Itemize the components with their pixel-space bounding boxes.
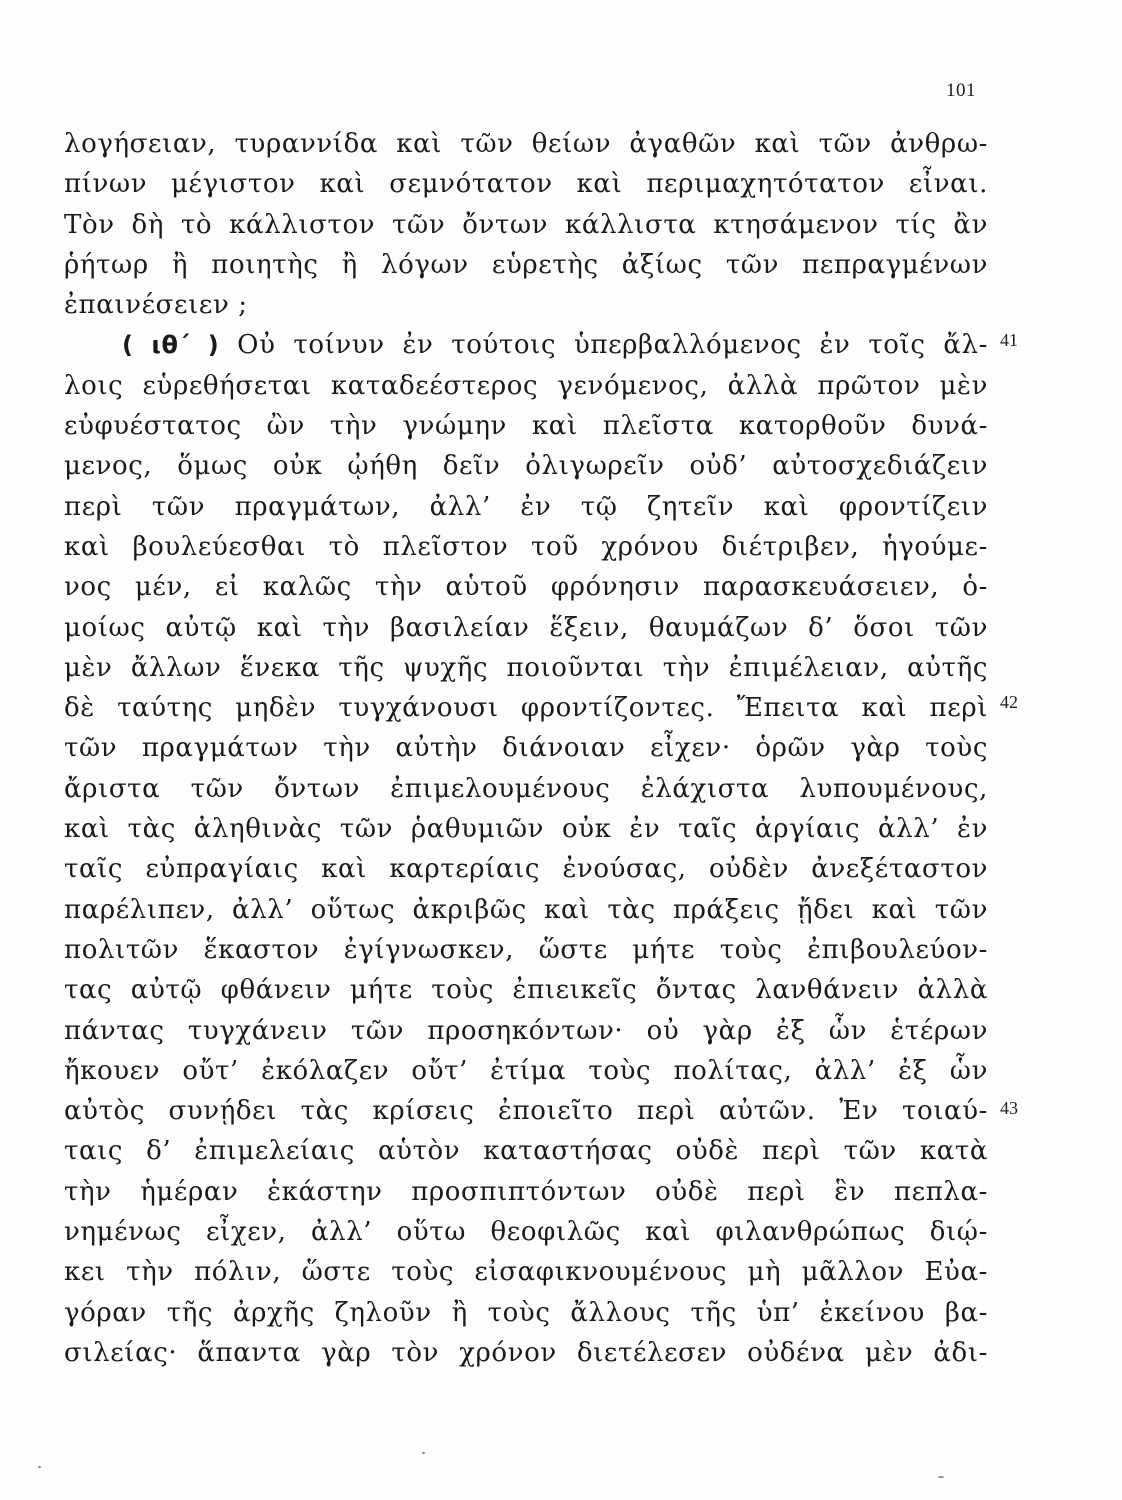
text-line: μοίως αὐτῷ καὶ τὴν βασιλείαν ἕξειν, θαυμάζων δ’ ὅσοι τῶν	[64, 612, 988, 643]
print-speck	[38, 1466, 41, 1468]
text-line: νος μέν, εἰ καλῶς τὴν αὑτοῦ φρόνησιν παρασκευάσειεν, ὁ-	[64, 572, 988, 603]
body-text	[64, 124, 988, 1373]
text-line: ἄριστα τῶν ὄντων ἐπιμελουμένους ἐλάχιστα λυπουμένους,	[64, 773, 988, 804]
print-speck	[938, 1476, 944, 1478]
text-line: δὲ ταύτης μηδὲν τυγχάνουσι φροντίζοντες. Ἔπειτα καὶ περὶ	[64, 693, 988, 724]
margin-section-number: 43	[1000, 1098, 1018, 1118]
text-line: μὲν ἄλλων ἕνεκα τῆς ψυχῆς ποιοῦνται τὴν ἐπιμέλειαν, αὐτῆς	[64, 652, 988, 683]
text-line: ῥήτωρ ἢ ποιητὴς ἢ λόγων εὑρετὴς ἀξίως τῶν πεπραγμένων	[64, 249, 988, 280]
text-line: παρέλιπεν, ἀλλ’ οὕτως ἀκριβῶς καὶ τὰς πράξεις ᾔδει καὶ τῶν	[64, 894, 988, 925]
text-line: πολιτῶν ἕκαστον ἐγίγνωσκεν, ὥστε μήτε τοὺς ἐπιβουλεύον-	[64, 934, 988, 965]
page-number: 101	[946, 80, 976, 101]
text-line: πίνων μέγιστον καὶ σεμνότατον καὶ περιμαχητότατον εἶναι.	[64, 169, 988, 200]
print-speck	[422, 1452, 425, 1454]
text-line: ταις δ’ ἐπιμελείαις αὑτὸν καταστήσας οὐδὲ περὶ τῶν κατὰ	[64, 1136, 988, 1167]
text-line: καὶ βουλεύεσθαι τὸ πλεῖστον τοῦ χρόνου διέτριβεν, ἡγούμε-	[64, 531, 988, 562]
margin-section-number: 41	[1000, 330, 1018, 350]
text-line: πάντας τυγχάνειν τῶν προσηκόντων· οὐ γὰρ ἐξ ὧν ἑτέρων	[64, 1015, 988, 1046]
text-line: ἐπαινέσειεν ;	[64, 290, 248, 321]
text-line: τας αὐτῷ φθάνειν μήτε τοὺς ἐπιεικεῖς ὄντας λανθάνειν ἀλλὰ	[64, 975, 988, 1006]
text-line: γόραν τῆς ἀρχῆς ζηλοῦν ἢ τοὺς ἄλλους τῆς ὑπ’ ἐκείνου βα-	[64, 1297, 988, 1328]
text-line: ἤκουεν οὔτ’ ἐκόλαζεν οὔτ’ ἐτίμα τοὺς πολίτας, ἀλλ’ ἐξ ὧν	[64, 1055, 988, 1086]
text-line: εὐφυέστατος ὢν τὴν γνώμην καὶ πλεῖστα κατορθοῦν δυνά-	[64, 411, 988, 442]
text-line: κει τὴν πόλιν, ὥστε τοὺς εἰσαφικνουμένους μὴ μᾶλλον Εὐα-	[64, 1257, 988, 1288]
text-line: νημένως εἶχεν, ἀλλ’ οὕτω θεοφιλῶς καὶ φιλανθρώπως διῴ-	[64, 1217, 988, 1248]
text-line: περὶ τῶν πραγμάτων, ἀλλ’ ἐν τῷ ζητεῖν καὶ φροντίζειν	[64, 491, 988, 522]
text-line: αὐτὸς συνῄδει τὰς κρίσεις ἐποιεῖτο περὶ αὐτῶν. Ἐν τοιαύ-	[64, 1096, 988, 1127]
section-start-line	[64, 325, 988, 365]
text-line: Οὐ τοίνυν ἐν τούτοις ὑπερβαλλόμενος ἐν τοῖς ἄλ-	[237, 330, 988, 361]
text-line: σιλείας· ἅπαντα γὰρ τὸν χρόνον διετέλεσεν οὐδένα μὲν ἀδι-	[64, 1337, 988, 1368]
text-line: λογήσειαν, τυραννίδα καὶ τῶν θείων ἀγαθῶν καὶ τῶν ἀνθρω-	[64, 129, 988, 159]
text-line: μενος, ὅμως οὐκ ᾠήθη δεῖν ὀλιγωρεῖν οὐδ’ αὐτοσχεδιάζειν	[64, 451, 988, 482]
text-line: Τὸν δὴ τὸ κάλλιστον τῶν ὄντων κάλλιστα κτησάμενον τίς ἂν	[64, 209, 988, 240]
text-line: καὶ τὰς ἀληθινὰς τῶν ῥαθυμιῶν οὐκ ἐν ταῖς ἀργίαις ἀλλ’ ἐν	[64, 814, 988, 845]
section-label: ( ιθ΄ )	[122, 331, 220, 360]
text-line: τῶν πραγμάτων τὴν αὐτὴν διάνοιαν εἶχεν· ὁρῶν γὰρ τοὺς	[64, 733, 988, 764]
margin-section-number: 42	[1000, 692, 1018, 712]
text-line: λοις εὑρεθήσεται καταδεέστερος γενόμενος, ἀλλὰ πρῶτον μὲν	[64, 370, 988, 401]
text-line: τὴν ἡμέραν ἑκάστην προσπιπτόντων οὐδὲ περὶ ἓν πεπλα-	[64, 1176, 988, 1207]
text-line: ταῖς εὐπραγίαις καὶ καρτερίαις ἐνούσας, οὐδὲν ἀνεξέταστον	[64, 854, 988, 885]
